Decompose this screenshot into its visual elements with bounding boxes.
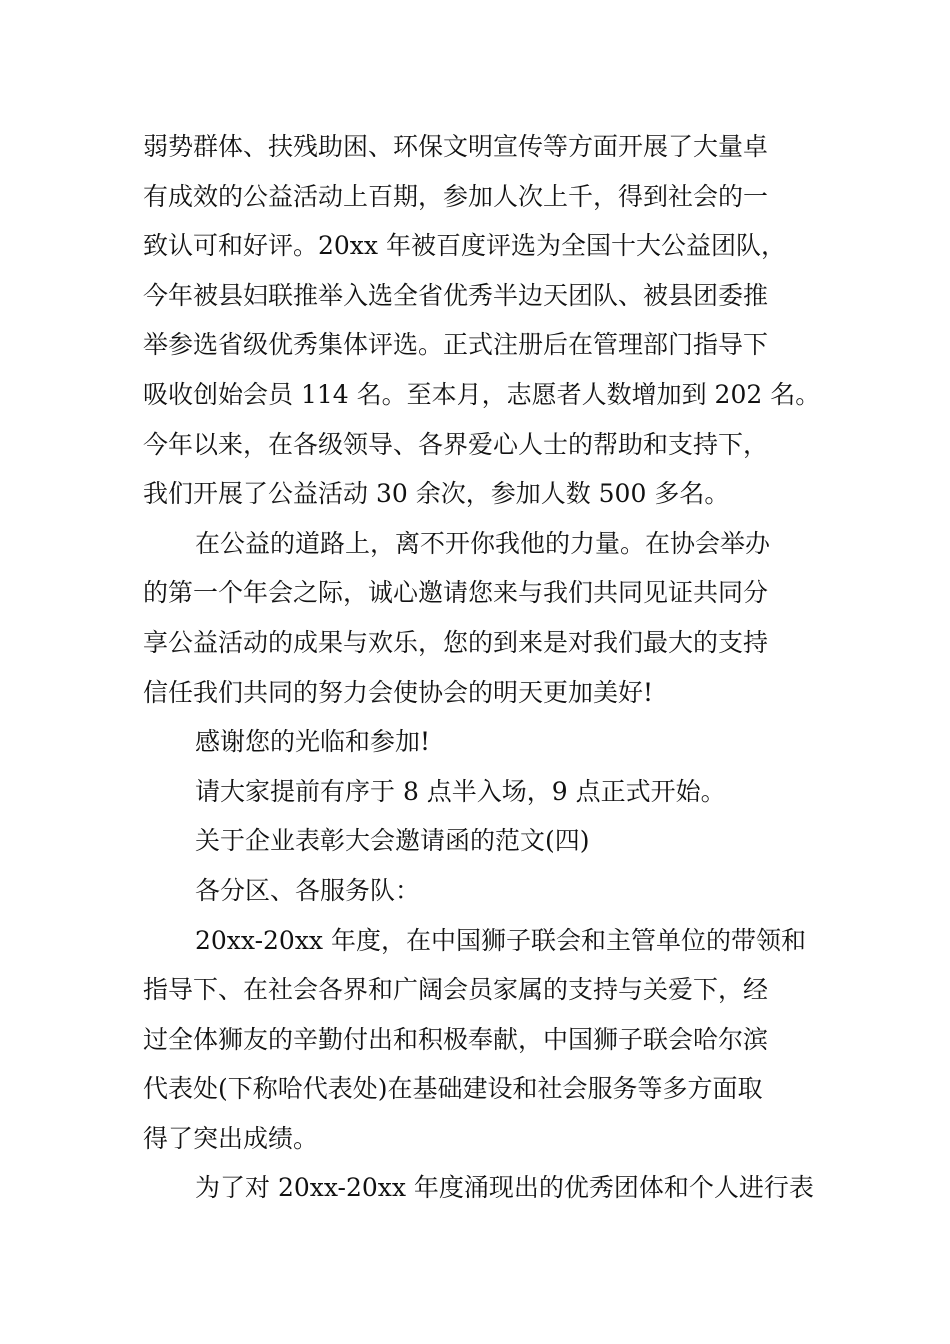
paragraph-4 bbox=[143, 1163, 813, 1213]
salutation: 各分区、各服务队： bbox=[195, 875, 421, 905]
section-title: 关于企业表彰大会邀请函的范文(四) bbox=[195, 826, 590, 856]
paragraph-line: 为了对 20xx-20xx 年度涌现出的优秀团体和个人进行表 bbox=[195, 1173, 814, 1203]
paragraph-line: 在公益的道路上，离不开你我他的力量。在协会举办 bbox=[195, 528, 771, 558]
paragraph-line: 20xx-20xx 年度，在中国狮子联会和主管单位的带领和 bbox=[195, 925, 806, 955]
paragraph-line: 享公益活动的成果与欢乐，您的到来是对我们最大的支持 bbox=[143, 627, 769, 657]
paragraph-line: 过全体狮友的辛勤付出和积极奉献，中国狮子联会哈尔滨 bbox=[143, 1024, 769, 1054]
paragraph-line: 举参选省级优秀集体评选。正式注册后在管理部门指导下 bbox=[143, 330, 769, 360]
paragraph-2 bbox=[143, 519, 813, 717]
document-body bbox=[143, 122, 821, 1213]
paragraph-line: 今年被县妇联推举入选全省优秀半边天团队、被县团委推 bbox=[143, 280, 769, 310]
paragraph-line: 的第一个年会之际，诚心邀请您来与我们共同见证共同分 bbox=[143, 578, 769, 608]
paragraph-line: 得了突出成绩。 bbox=[143, 1123, 319, 1153]
paragraph-line: 代表处(下称哈代表处)在基础建设和社会服务等多方面取 bbox=[143, 1074, 763, 1104]
paragraph-line: 今年以来，在各级领导、各界爱心人士的帮助和支持下， bbox=[143, 429, 769, 459]
paragraph-line: 吸收创始会员 114 名。至本月，志愿者人数增加到 202 名。 bbox=[143, 379, 821, 409]
thanks-line: 感谢您的光临和参加! bbox=[195, 727, 431, 757]
paragraph-line: 我们开展了公益活动 30 余次，参加人数 500 多名。 bbox=[143, 479, 730, 509]
paragraph-line: 信任我们共同的努力会使协会的明天更加美好! bbox=[143, 677, 654, 707]
paragraph-1 bbox=[143, 122, 821, 519]
paragraph-line: 弱势群体、扶残助困、环保文明宣传等方面开展了大量卓 bbox=[143, 132, 769, 161]
paragraph-line: 指导下、在社会各界和广阔会员家属的支持与关爱下，经 bbox=[143, 975, 769, 1005]
paragraph-line: 致认可和好评。20xx 年被百度评选为全国十大公益团队， bbox=[143, 231, 786, 261]
paragraph-3 bbox=[143, 916, 813, 1164]
arrival-notice: 请大家提前有序于 8 点半入场，9 点正式开始。 bbox=[195, 776, 726, 806]
paragraph-line: 有成效的公益活动上百期，参加人次上千，得到社会的一 bbox=[143, 181, 769, 211]
